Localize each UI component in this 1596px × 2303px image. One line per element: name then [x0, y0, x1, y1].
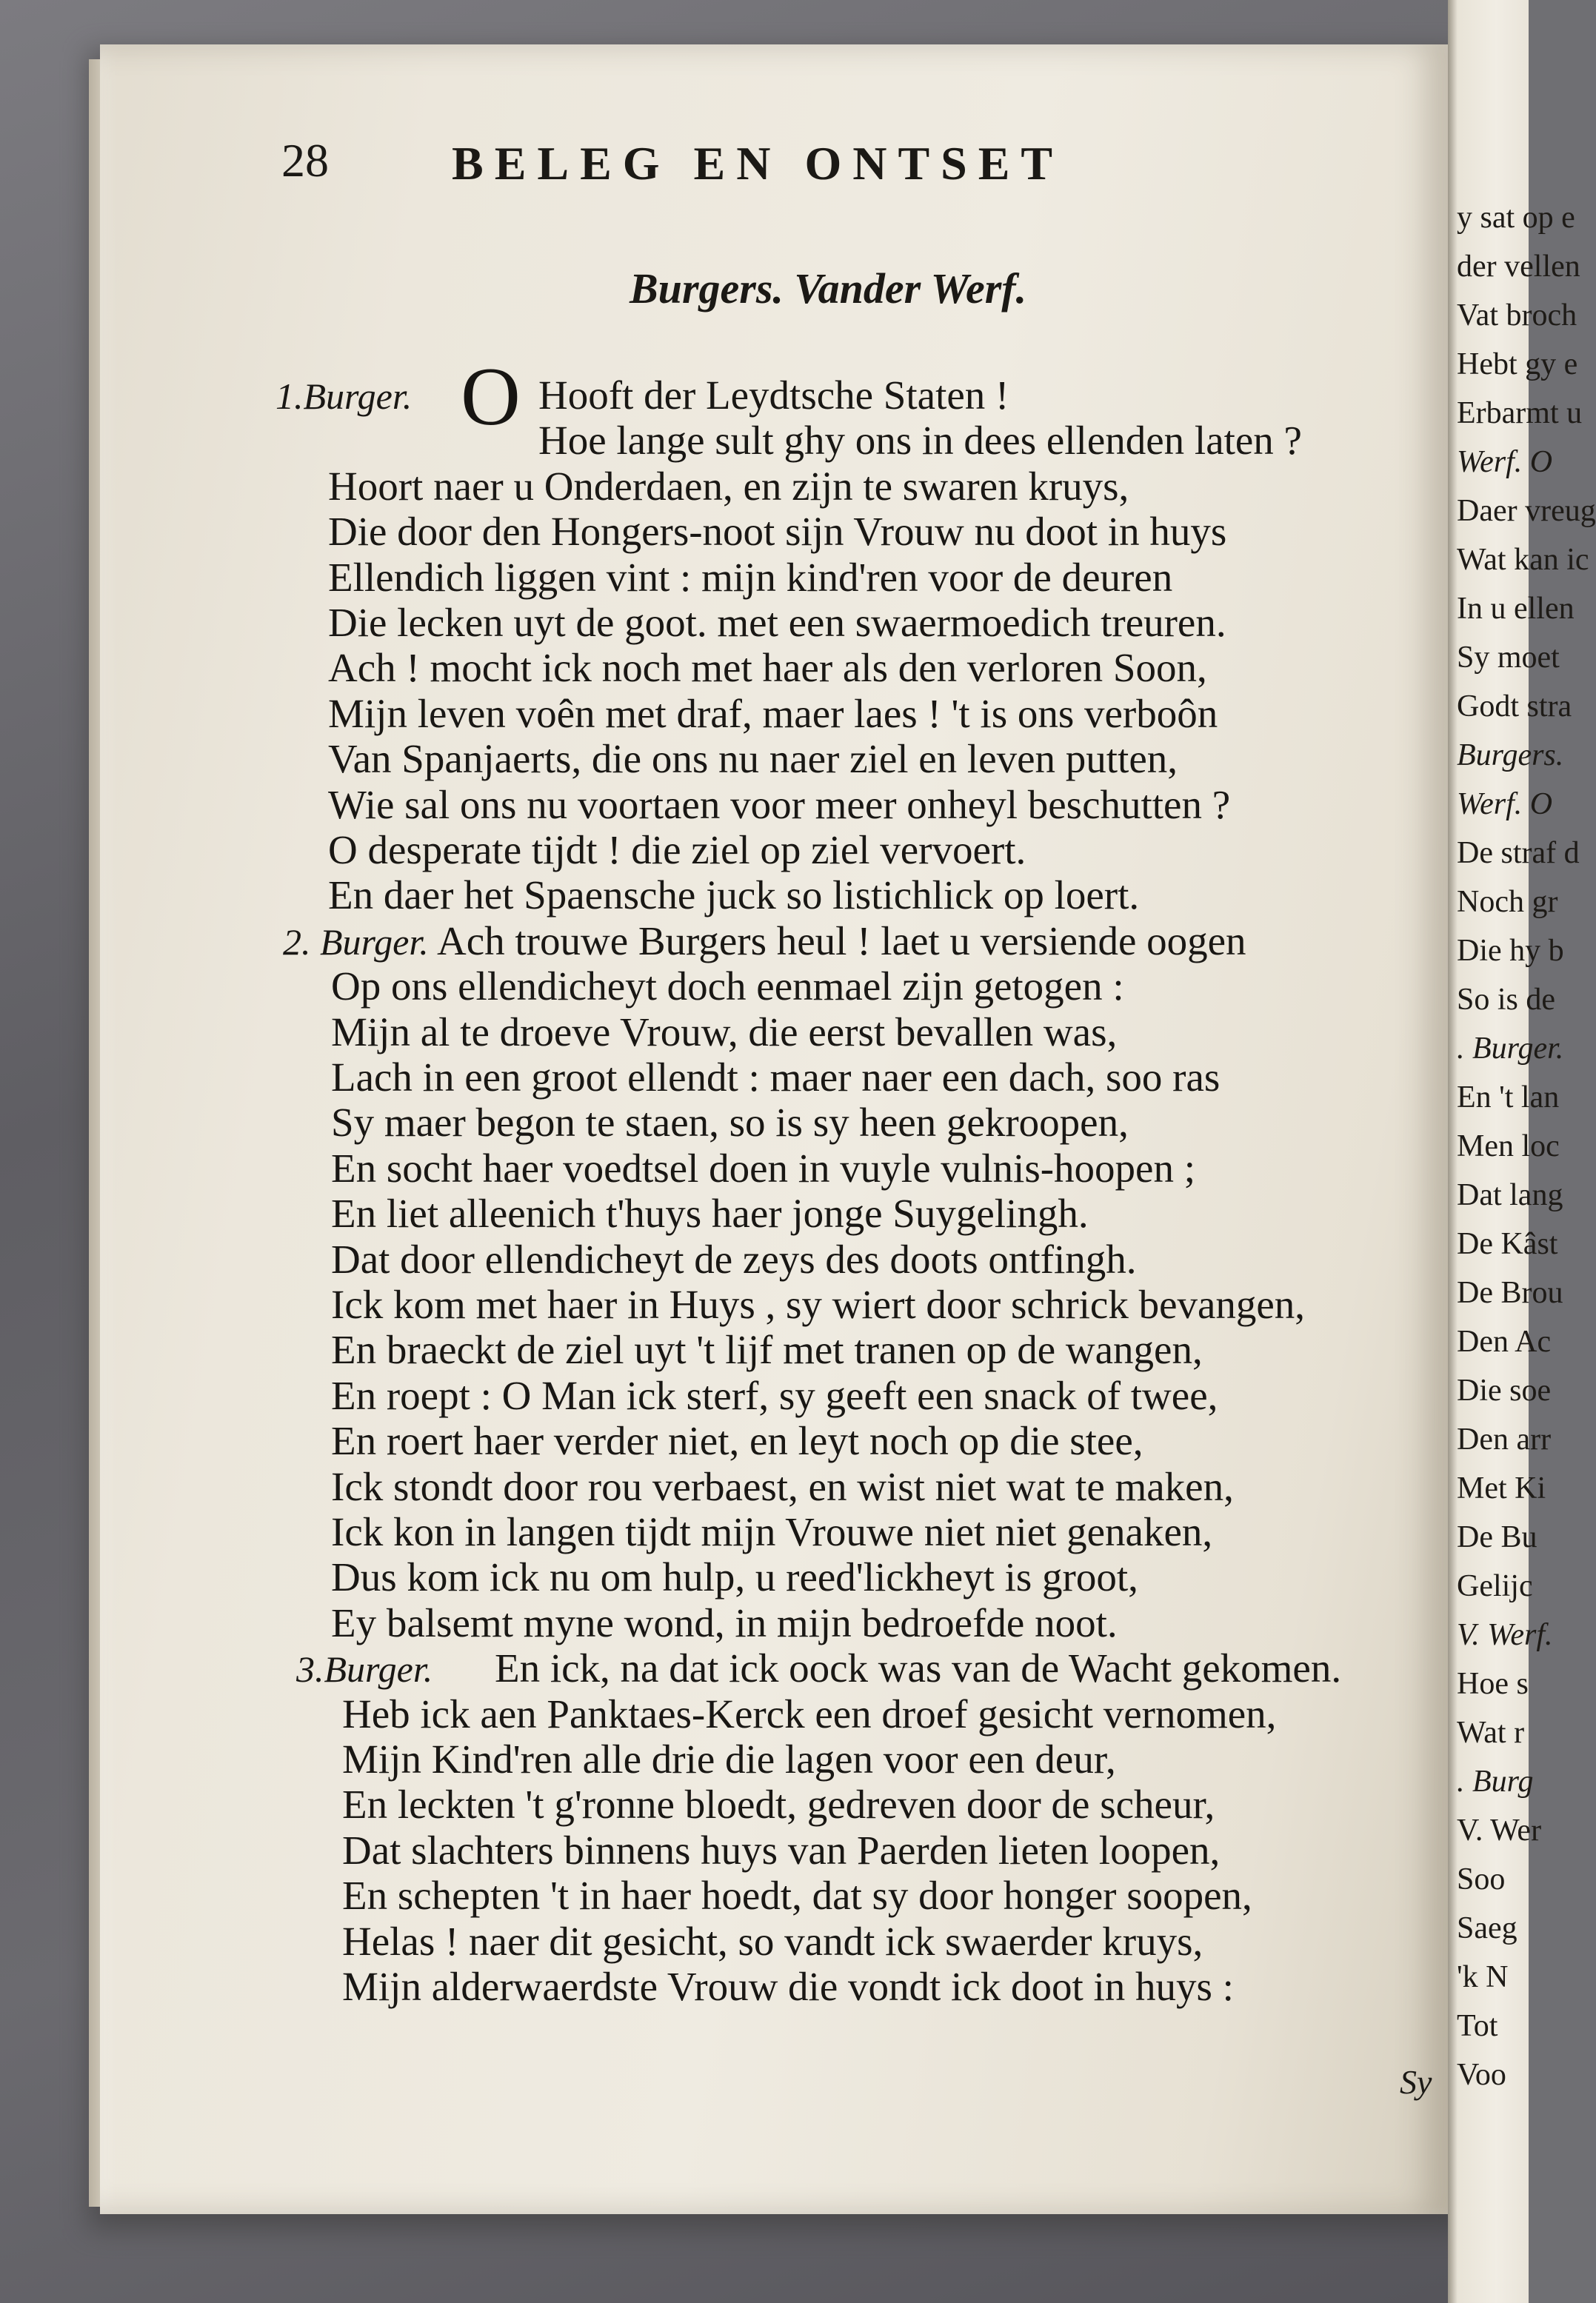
facing-page-line: De Bu — [1457, 1520, 1537, 1554]
speaker-label: 2. Burger. — [283, 920, 429, 963]
verse-line: Mijn leven voên met draf, maer laes ! 't is ons verboôn — [328, 690, 1218, 736]
catchword: Sy — [1400, 2063, 1432, 2101]
speakers-heading: Burgers. Vander Werf. — [630, 264, 1027, 312]
facing-page-line: der vellen — [1457, 250, 1580, 284]
verse-line: Lach in een groot ellendt : maer naer een dach, soo ras — [331, 1054, 1221, 1100]
verse-line: Die door den Hongers-noot sijn Vrouw nu doot in huys — [328, 509, 1227, 555]
verse-line: Hoort naer u Onderdaen, en zijn te swaren kruys, — [328, 463, 1129, 509]
verse-line: Op ons ellendicheyt doch eenmael zijn getogen : — [331, 963, 1124, 1009]
verse-line: Dat slachters binnens huys van Paerden lieten loopen, — [342, 1827, 1221, 1873]
verse-line: Ach ! mocht ick noch met haer als den verloren Soon, — [328, 645, 1207, 691]
verse-line: Wie sal ons nu voortaen voor meer onheyl beschutten ? — [328, 781, 1231, 827]
verse-line: En liet alleenich t'huys haer jonge Suygelingh. — [331, 1191, 1089, 1237]
verse-line: Ey balsemt myne wond, in mijn bedroefde noot. — [331, 1600, 1118, 1645]
facing-page-line: Gelijc — [1457, 1569, 1533, 1603]
verse-line: Hoe lange sult ghy ons in dees ellenden laten ? — [538, 418, 1302, 464]
facing-page-line: Dat lang — [1457, 1178, 1563, 1212]
facing-page-line: V. Wer — [1457, 1814, 1542, 1848]
verse-line: En leckten 't g'ronne bloedt, gedreven door de scheur, — [342, 1782, 1215, 1828]
facing-page-line: Burgers. — [1457, 738, 1564, 772]
facing-page-line: Vat broch — [1457, 298, 1577, 332]
facing-page-line: Met Ki — [1457, 1471, 1546, 1505]
verse-line: Dat door ellendicheyt de zeys des doots ontfingh. — [331, 1236, 1137, 1282]
facing-page-line: Den Ac — [1457, 1325, 1552, 1359]
verse-line: En ick, na dat ick oock was van de Wacht gekomen. — [495, 1645, 1342, 1691]
facing-page-line: Wat r — [1457, 1716, 1525, 1750]
verse-line: Helas ! naer dit gesicht, so vandt ick swaerder kruys, — [342, 1918, 1203, 1964]
facing-page-line: Die hy b — [1457, 934, 1564, 968]
facing-page-line: . Burg — [1457, 1765, 1534, 1799]
facing-page — [1448, 0, 1596, 2303]
facing-page-line: 'k N — [1457, 1960, 1509, 1994]
verse-line: En roert haer verder niet, en leyt noch op die stee, — [331, 1418, 1143, 1464]
speaker-label: 3.Burger. — [296, 1648, 433, 1691]
verse-line: En braeckt de ziel uyt 't lijf met tranen op de wangen, — [331, 1327, 1203, 1373]
verse-line: En daer het Spaensche juck so listichlick op loert. — [328, 872, 1140, 918]
verse-line: En socht haer voedtsel doen in vuyle vulnis-hoopen ; — [331, 1145, 1195, 1191]
facing-page-line: Erbarmt u — [1457, 396, 1583, 430]
facing-page-line: Werf. O — [1457, 445, 1553, 479]
facing-page-line: . Burger. — [1457, 1032, 1564, 1066]
facing-page-line: Wat kan ic — [1457, 543, 1589, 577]
verse-line: En schepten 't in haer hoedt, dat sy door honger soopen, — [342, 1873, 1252, 1919]
running-title: BELEG EN ONTSET — [452, 137, 1064, 190]
facing-page-line: De straf d — [1457, 836, 1580, 870]
verse-line: Heb ick aen Panktaes-Kerck een droef gesicht vernomen, — [342, 1691, 1277, 1737]
verse-line: Mijn Kind'ren alle drie die lagen voor een deur, — [342, 1737, 1116, 1782]
verse-line: Sy maer begon te staen, so is sy heen gekroopen, — [331, 1100, 1129, 1146]
facing-page-line: En 't lan — [1457, 1080, 1560, 1114]
facing-page-line: Godt stra — [1457, 689, 1572, 723]
facing-page-line: Die soe — [1457, 1374, 1552, 1408]
facing-page-line: Werf. O — [1457, 787, 1553, 821]
facing-page-line: Men loc — [1457, 1129, 1560, 1163]
facing-page-line: Tot — [1457, 2009, 1498, 2043]
verse-line: Dus kom ick nu om hulp, u reed'lickheyt is groot, — [331, 1554, 1138, 1600]
facing-page-line: De Brou — [1457, 1276, 1563, 1310]
verse-line: Mijn al te droeve Vrouw, die eerst bevallen was, — [331, 1009, 1118, 1054]
facing-page-line: Saeg — [1457, 1911, 1517, 1945]
facing-page-line: Sy moet — [1457, 641, 1560, 675]
verse-line: Van Spanjaerts, die ons nu naer ziel en leven putten, — [328, 736, 1178, 782]
verse-line: Ick kon in langen tijdt mijn Vrouwe niet niet genaken, — [331, 1509, 1213, 1554]
verse-line: O desperate tijdt ! die ziel op ziel vervoert. — [328, 827, 1026, 872]
drop-cap: O — [461, 351, 521, 443]
verse-line: Ick stondt door rou verbaest, en wist niet wat te maken, — [331, 1463, 1234, 1509]
verse-line: En roept : O Man ick sterf, sy geeft een snack of twee, — [331, 1372, 1218, 1418]
verse-line: Hooft der Leydtsche Staten ! — [538, 372, 1009, 418]
facing-page-line: y sat op e — [1457, 201, 1575, 235]
speaker-label: 1.Burger. — [276, 375, 413, 417]
facing-page-line: So is de — [1457, 983, 1556, 1017]
facing-page-line: Noch gr — [1457, 885, 1558, 919]
facing-page-line: Soo — [1457, 1862, 1506, 1896]
facing-page-line: Voo — [1457, 2058, 1506, 2092]
page-number: 28 — [281, 134, 329, 187]
verse-line: Ick kom met haer in Huys , sy wiert door schrick bevangen, — [331, 1282, 1306, 1327]
verse-line: Mijn alderwaerdste Vrouw die vondt ick doot in huys : — [342, 1964, 1234, 2009]
facing-page-line: Den arr — [1457, 1423, 1552, 1457]
facing-page-line: Hebt gy e — [1457, 347, 1578, 381]
facing-page-line: De Kâst — [1457, 1227, 1558, 1261]
verse-line: Ellendich liggen vint : mijn kind'ren voor de deuren — [328, 554, 1173, 600]
facing-page-line: V. Werf. — [1457, 1618, 1553, 1652]
verse-line: Die lecken uyt de goot. met een swaermoedich treuren. — [328, 600, 1226, 645]
facing-page-line: Hoe s — [1457, 1667, 1529, 1701]
facing-page-line: Daer vreug — [1457, 494, 1596, 528]
facing-page-line: In u ellen — [1457, 592, 1575, 626]
verse-line: Ach trouwe Burgers heul ! laet u versiende oogen — [437, 917, 1246, 963]
